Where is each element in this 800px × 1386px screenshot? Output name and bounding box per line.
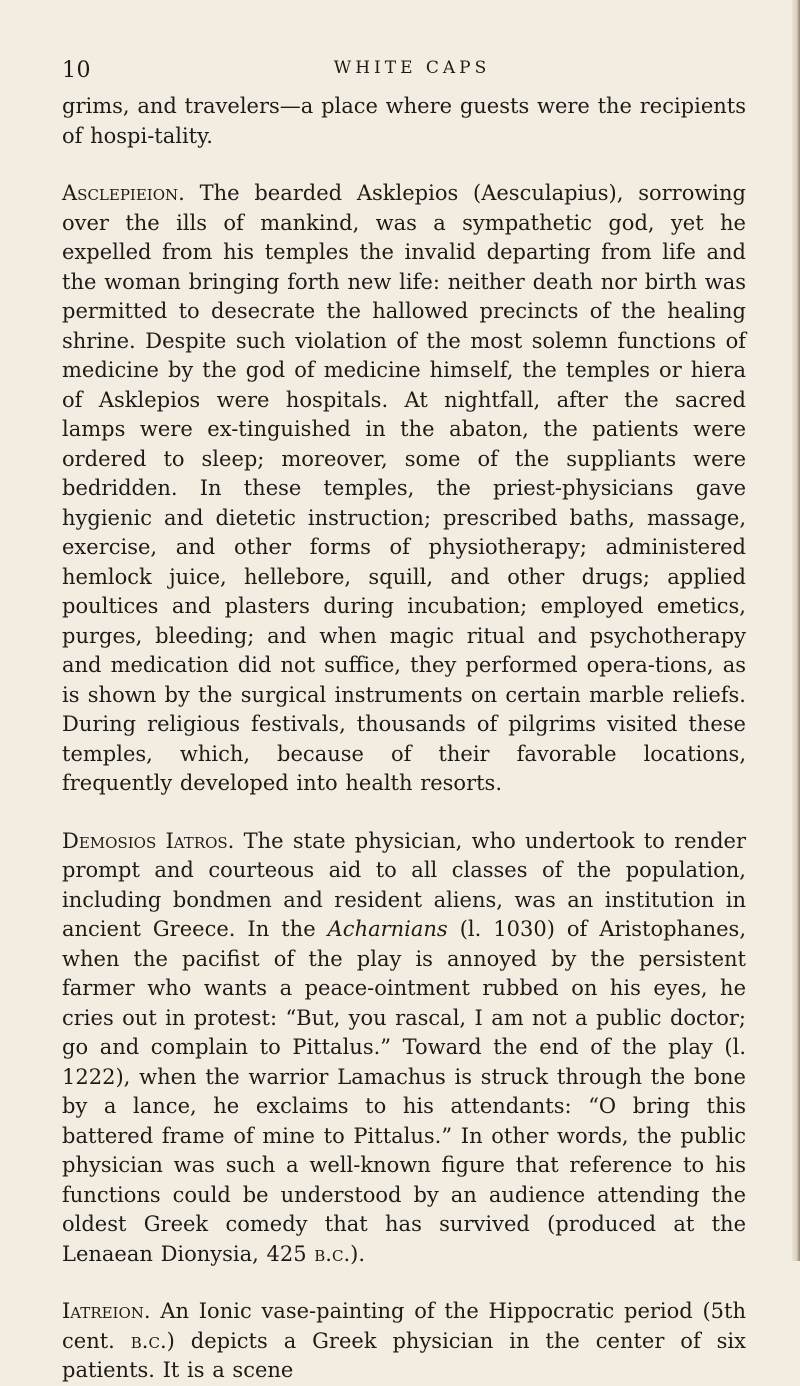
entry-asclepieion (62, 179, 746, 799)
entry-text-part: An Ionic vase-painting of the Hippocratic period (5th cent. (62, 1299, 746, 1353)
paragraph-continuation (62, 92, 746, 151)
entry-iatreion (62, 1297, 746, 1386)
running-head: WHITE CAPS (333, 58, 491, 78)
paragraph-text: grims, and travelers—a place where guests were the recipients of hospi-tality. (62, 94, 746, 148)
page-number: 10 (62, 58, 91, 83)
entry-text-part: ). (350, 1241, 366, 1266)
page-edge-shadow (792, 0, 800, 1261)
era-abbreviation: b.c. (314, 1241, 351, 1266)
page-header (62, 42, 762, 82)
entry-heading: Iatreion. (62, 1299, 151, 1323)
entry-heading: Asclepieion. (62, 181, 185, 205)
entry-demosios-iatros (62, 827, 746, 1270)
body-text (62, 92, 746, 1386)
entry-text-part: ) depicts a Greek physician in the center of six patients. It is a scene (62, 1328, 746, 1382)
entry-heading: Demosios Iatros. (62, 828, 235, 853)
entry-text: The bearded Asklepios (Aesculapius), sorrowing over the ills of mankind, was a sympathetic god, yet he expelled from his temples the invalid departing from life and the woman bringing forth new life: neither death nor birth was permitted to desecrate the hallowed precincts of the healing shrine. Despite such violation of the most solemn functions of medicine by the god of medicine himself, the temples or hiera of Asklepios were hospitals. At nightfall, after the sacred lamps were ex-tinguished in the abaton, the patients were ordered to sleep; moreover, some of the suppliants were bedridden. In these temples, the priest-physicians gave hygienic and dietetic instruction; prescribed baths, massage, exercise, and other forms of physiotherapy; administered hemlock juice, hellebore, squill, and other drugs; applied poultices and plasters during incubation; employed emetics, purges, bleeding; and when magic ritual and psychotherapy and medication did not suffice, they performed opera-tions, as is shown by the surgical instruments on certain marble reliefs. During religious festivals, thousands of pilgrims visited these temples, which, because of their favorable locations, frequently developed into health resorts. (62, 181, 746, 795)
entry-text-part: The state physician, who undertook to render prompt and courteous aid to all classes of the population, including bondmen and resident aliens, was an institution in ancient Greece. In the (62, 828, 746, 941)
era-abbreviation: b.c. (130, 1328, 167, 1353)
italic-title: Acharnians (327, 917, 448, 941)
entry-text-part: (l. 1030) of Aristophanes, when the pacifist of the play is annoyed by the persistent farmer who wants a peace-ointment rubbed on his eyes, he cries out in protest: “But, you rascal, I am not a public doctor; go and complain to Pittalus.” Toward the end of the play (l. 1222), when the warrior Lamachus is struck through the bone by a lance, he exclaims to his attendants: “O bring this battered frame of mine to Pittalus.” In other words, the public physician was such a well-known figure that reference to his functions could be understood by an audience attending the oldest Greek comedy that has survived (produced at the Lenaean Dionysia, 425 (62, 917, 746, 1266)
